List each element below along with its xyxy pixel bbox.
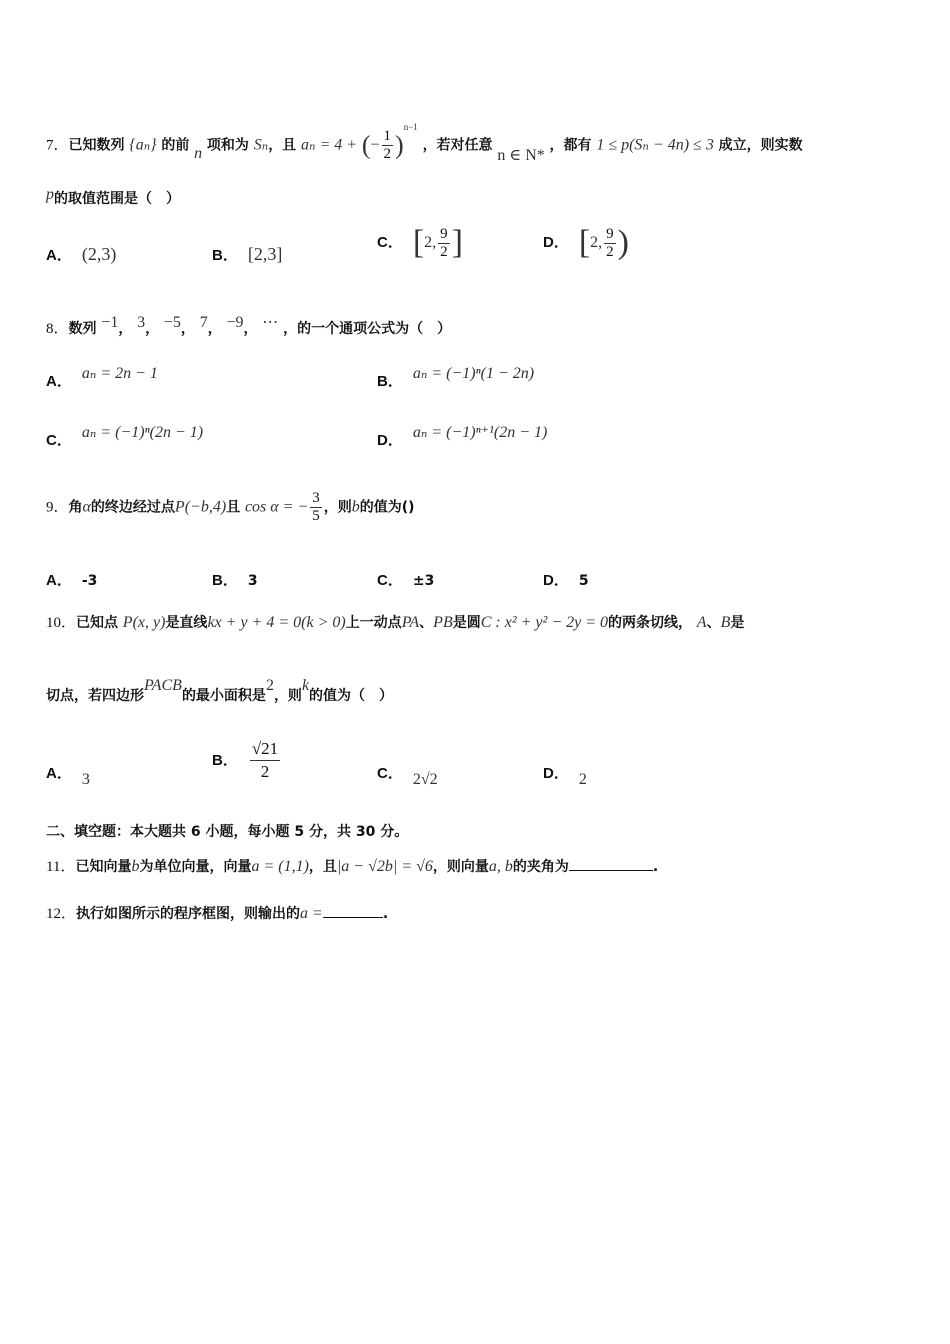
q9-option-c[interactable]: C． ±3 <box>377 572 435 589</box>
q10-option-a[interactable]: A． 3 <box>46 765 90 788</box>
sequence-notation: {aₙ} <box>129 136 157 154</box>
question-7-line1: 7．已知数列 {aₙ} 的前 n 项和为 Sₙ，且 aₙ = 4 + (− $\frac{1}{2}$ )$^{n-1}$ ，若对任意 n ∈ N* ，都有 1 ≤ p(Sₙ − 4n) ≤ 3 成立，则实数 <box>46 121 803 164</box>
question-10-line1: 10．已知点 P(x, y)是直线kx + y + 4 = 0(k > 0)上一动点PA、PB是圆C : x² + y² − 2y = 0的两条切线， A、B是 <box>46 614 745 631</box>
line-equation: kx + y + 4 = 0(k > 0) <box>207 614 346 631</box>
q10-option-c[interactable]: C． 2√2 <box>377 765 438 788</box>
vector-abs-equation: |a − √2b| = √6 <box>336 858 433 875</box>
q10-option-d[interactable]: D． 2 <box>543 765 587 788</box>
question-11-line: 11．已知向量b为单位向量，向量a = (1,1)，且|a − √2b| = √6，则向量a, b的夹角为 . <box>46 858 659 875</box>
question-9-line: 9．角α的终边经过点P(−b,4)且 cos α = − $\frac{3}{5}$ ，则b的值为() <box>46 490 415 524</box>
circle-equation: C : x² + y² − 2y = 0 <box>480 614 609 631</box>
q9-option-d[interactable]: D． 5 <box>543 572 589 589</box>
cos-formula: cos α = − <box>244 498 309 516</box>
question-8-line1: 8．数列 −1， 3， −5， 7， −9， ⋯ ，的一个通项公式为（ ） <box>46 314 452 337</box>
section-2-heading: 二、填空题：本大题共 6 小题，每小题 5 分，共 30 分。 <box>46 824 409 840</box>
an-formula: aₙ = 4 + <box>300 136 358 154</box>
question-10-line2: 切点，若四边形PACB的最小面积是2，则k的值为（ ） <box>46 677 394 704</box>
q8-option-c[interactable]: C． aₙ = (−1)ⁿ(2n − 1) <box>46 424 204 449</box>
q8-option-b[interactable]: B． aₙ = (−1)ⁿ(1 − 2n) <box>377 365 535 390</box>
inequality: 1 ≤ p(Sₙ − 4n) ≤ 3 <box>596 136 714 154</box>
question-7-line2: p的取值范围是（ ） <box>46 186 180 207</box>
q7-option-d[interactable]: D． [2, $\frac{9}{2}$ ) <box>543 224 629 261</box>
q8-option-d[interactable]: D． aₙ = (−1)ⁿ⁺¹(2n − 1) <box>377 424 548 449</box>
n-in-naturals: n ∈ N* <box>497 146 545 164</box>
q7-option-c[interactable]: C． [2, $\frac{9}{2}$ ] <box>377 224 463 261</box>
q10-option-b[interactable]: B． $\frac{√21}{2}$ <box>212 739 279 781</box>
q9-option-a[interactable]: A． -3 <box>46 572 98 589</box>
question-12-line: 12．执行如图所示的程序框图，则输出的a = . <box>46 905 389 922</box>
q8-option-a[interactable]: A． aₙ = 2n − 1 <box>46 365 158 390</box>
answer-blank[interactable] <box>569 856 653 871</box>
fraction-one-half: $\frac{1}{2}$ <box>383 128 392 162</box>
q9-option-b[interactable]: B． 3 <box>212 572 258 589</box>
point-p: P(−b,4) <box>174 498 227 516</box>
q7-option-a[interactable]: A． (2,3) <box>46 244 117 264</box>
answer-blank[interactable] <box>323 903 383 918</box>
q7-option-b[interactable]: B． [2,3] <box>212 244 283 264</box>
